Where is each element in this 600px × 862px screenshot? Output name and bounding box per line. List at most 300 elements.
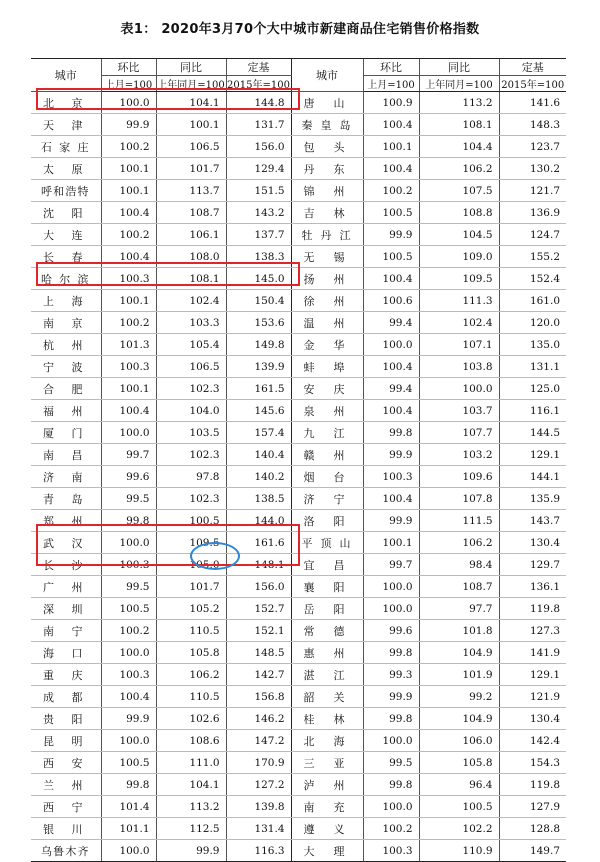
yoy-value-left: 104.0 xyxy=(156,400,226,422)
base-value-right: 155.2 xyxy=(499,246,566,268)
city-name-left: 广 州 xyxy=(31,576,101,598)
mom-value-right: 99.8 xyxy=(363,774,419,796)
base-value-left: 148.5 xyxy=(226,642,291,664)
city-name-left: 长 春 xyxy=(31,246,101,268)
yoy-value-left: 110.5 xyxy=(156,620,226,642)
base-value-right: 144.1 xyxy=(499,466,566,488)
yoy-value-left: 111.0 xyxy=(156,752,226,774)
mom-value-right: 100.4 xyxy=(363,114,419,136)
city-name-left: 昆 明 xyxy=(31,730,101,752)
base-value-left: 131.4 xyxy=(226,818,291,840)
city-name-right: 大 理 xyxy=(291,840,363,862)
base-value-right: 127.9 xyxy=(499,796,566,818)
mom-value-left: 100.0 xyxy=(101,730,156,752)
mom-value-left: 99.5 xyxy=(101,488,156,510)
table-row xyxy=(31,334,566,356)
yoy-value-left: 113.2 xyxy=(156,796,226,818)
base-value-left: 139.9 xyxy=(226,356,291,378)
mom-value-right: 99.3 xyxy=(363,664,419,686)
mom-value-left: 99.6 xyxy=(101,466,156,488)
mom-value-left: 100.0 xyxy=(101,532,156,554)
yoy-value-right: 111.3 xyxy=(419,290,499,312)
table-row xyxy=(31,444,566,466)
base-value-right: 148.3 xyxy=(499,114,566,136)
city-name-left: 太 原 xyxy=(31,158,101,180)
yoy-value-right: 96.4 xyxy=(419,774,499,796)
mom-value-right: 99.5 xyxy=(363,752,419,774)
yoy-value-right: 103.2 xyxy=(419,444,499,466)
city-name-right: 牡丹江 xyxy=(291,224,363,246)
city-name-left: 银 川 xyxy=(31,818,101,840)
mom-value-left: 100.0 xyxy=(101,642,156,664)
city-name-left: 上 海 xyxy=(31,290,101,312)
city-name-right: 惠 州 xyxy=(291,642,363,664)
yoy-value-left: 100.5 xyxy=(156,510,226,532)
base-value-right: 129.1 xyxy=(499,664,566,686)
city-name-right: 包 头 xyxy=(291,136,363,158)
base-value-left: 137.7 xyxy=(226,224,291,246)
base-value-right: 154.3 xyxy=(499,752,566,774)
mom-value-right: 99.4 xyxy=(363,378,419,400)
city-name-left: 郑 州 xyxy=(31,510,101,532)
base-value-right: 129.1 xyxy=(499,444,566,466)
base-value-left: 145.6 xyxy=(226,400,291,422)
city-name-right: 泸 州 xyxy=(291,774,363,796)
base-value-right: 141.6 xyxy=(499,92,566,114)
yoy-value-left: 106.5 xyxy=(156,136,226,158)
yoy-value-right: 104.9 xyxy=(419,708,499,730)
header-mom-right: 环比 xyxy=(363,59,419,76)
mom-value-left: 99.7 xyxy=(101,444,156,466)
mom-value-right: 100.0 xyxy=(363,598,419,620)
city-name-left: 厦 门 xyxy=(31,422,101,444)
base-value-right: 116.1 xyxy=(499,400,566,422)
mom-value-left: 99.8 xyxy=(101,510,156,532)
city-name-left: 贵 阳 xyxy=(31,708,101,730)
base-value-right: 143.7 xyxy=(499,510,566,532)
base-value-right: 128.8 xyxy=(499,818,566,840)
yoy-value-right: 102.2 xyxy=(419,818,499,840)
table-row xyxy=(31,312,566,334)
base-value-right: 135.0 xyxy=(499,334,566,356)
table-row xyxy=(31,642,566,664)
base-value-left: 153.6 xyxy=(226,312,291,334)
base-value-right: 119.8 xyxy=(499,598,566,620)
yoy-value-left: 103.5 xyxy=(156,422,226,444)
mom-value-right: 100.4 xyxy=(363,400,419,422)
table-row xyxy=(31,708,566,730)
mom-value-right: 99.6 xyxy=(363,620,419,642)
city-name-right: 三 亚 xyxy=(291,752,363,774)
mom-value-right: 100.4 xyxy=(363,356,419,378)
table-row xyxy=(31,136,566,158)
mom-value-right: 100.0 xyxy=(363,796,419,818)
yoy-value-right: 106.2 xyxy=(419,158,499,180)
base-value-right: 120.0 xyxy=(499,312,566,334)
base-value-left: 149.8 xyxy=(226,334,291,356)
yoy-value-right: 106.2 xyxy=(419,532,499,554)
table-row xyxy=(31,158,566,180)
yoy-value-right: 104.4 xyxy=(419,136,499,158)
yoy-value-right: 107.5 xyxy=(419,180,499,202)
mom-value-left: 99.5 xyxy=(101,576,156,598)
yoy-value-right: 102.4 xyxy=(419,312,499,334)
city-name-right: 桂 林 xyxy=(291,708,363,730)
base-value-right: 123.7 xyxy=(499,136,566,158)
mom-value-left: 100.2 xyxy=(101,136,156,158)
base-value-right: 142.4 xyxy=(499,730,566,752)
mom-value-right: 99.7 xyxy=(363,554,419,576)
yoy-value-left: 109.5 xyxy=(156,532,226,554)
yoy-value-right: 107.7 xyxy=(419,422,499,444)
yoy-value-left: 97.8 xyxy=(156,466,226,488)
mom-value-right: 100.2 xyxy=(363,818,419,840)
city-name-left: 大 连 xyxy=(31,224,101,246)
city-name-right: 遵 义 xyxy=(291,818,363,840)
yoy-value-right: 111.5 xyxy=(419,510,499,532)
yoy-value-left: 105.2 xyxy=(156,598,226,620)
table-row xyxy=(31,180,566,202)
city-name-right: 徐 州 xyxy=(291,290,363,312)
table-row xyxy=(31,774,566,796)
yoy-value-left: 102.3 xyxy=(156,488,226,510)
table-row xyxy=(31,356,566,378)
mom-value-right: 99.9 xyxy=(363,224,419,246)
yoy-value-left: 106.2 xyxy=(156,664,226,686)
mom-value-right: 100.1 xyxy=(363,136,419,158)
table-row xyxy=(31,664,566,686)
yoy-value-left: 103.3 xyxy=(156,312,226,334)
header-mom-sub-left: 上月=100 xyxy=(101,76,156,92)
city-name-left: 深 圳 xyxy=(31,598,101,620)
base-value-right: 129.7 xyxy=(499,554,566,576)
city-name-right: 岳 阳 xyxy=(291,598,363,620)
base-value-left: 129.4 xyxy=(226,158,291,180)
yoy-value-left: 105.0 xyxy=(156,554,226,576)
yoy-value-right: 107.1 xyxy=(419,334,499,356)
yoy-value-right: 101.9 xyxy=(419,664,499,686)
base-value-right: 135.9 xyxy=(499,488,566,510)
yoy-value-left: 106.5 xyxy=(156,356,226,378)
city-name-left: 合 肥 xyxy=(31,378,101,400)
base-value-left: 152.7 xyxy=(226,598,291,620)
mom-value-left: 100.3 xyxy=(101,356,156,378)
table-row xyxy=(31,202,566,224)
mom-value-left: 100.1 xyxy=(101,290,156,312)
table-row xyxy=(31,686,566,708)
mom-value-right: 99.9 xyxy=(363,686,419,708)
header-yoy-right: 同比 xyxy=(419,59,499,76)
mom-value-right: 100.9 xyxy=(363,92,419,114)
city-name-right: 平顶山 xyxy=(291,532,363,554)
city-name-right: 襄 阳 xyxy=(291,576,363,598)
mom-value-right: 100.2 xyxy=(363,180,419,202)
base-value-left: 140.4 xyxy=(226,444,291,466)
header-base-sub-left: 2015年=100 xyxy=(226,76,291,92)
base-value-left: 116.3 xyxy=(226,840,291,862)
mom-value-left: 100.3 xyxy=(101,554,156,576)
yoy-value-left: 100.1 xyxy=(156,114,226,136)
table-row xyxy=(31,114,566,136)
city-name-left: 哈尔滨 xyxy=(31,268,101,290)
base-value-right: 161.0 xyxy=(499,290,566,312)
base-value-right: 144.5 xyxy=(499,422,566,444)
city-name-left: 武 汉 xyxy=(31,532,101,554)
base-value-left: 138.3 xyxy=(226,246,291,268)
city-name-left: 呼和浩特 xyxy=(31,180,101,202)
city-name-right: 蚌 埠 xyxy=(291,356,363,378)
mom-value-left: 100.2 xyxy=(101,620,156,642)
city-name-right: 北 海 xyxy=(291,730,363,752)
mom-value-right: 100.1 xyxy=(363,532,419,554)
city-name-left: 青 岛 xyxy=(31,488,101,510)
city-name-left: 西 安 xyxy=(31,752,101,774)
yoy-value-left: 102.6 xyxy=(156,708,226,730)
city-name-left: 北 京 xyxy=(31,92,101,114)
city-name-right: 秦皇岛 xyxy=(291,114,363,136)
base-value-left: 131.7 xyxy=(226,114,291,136)
yoy-value-right: 108.7 xyxy=(419,576,499,598)
table-row xyxy=(31,752,566,774)
city-name-left: 杭 州 xyxy=(31,334,101,356)
mom-value-right: 99.8 xyxy=(363,708,419,730)
yoy-value-right: 108.8 xyxy=(419,202,499,224)
mom-value-right: 100.5 xyxy=(363,202,419,224)
mom-value-right: 99.8 xyxy=(363,422,419,444)
yoy-value-right: 98.4 xyxy=(419,554,499,576)
yoy-value-right: 99.2 xyxy=(419,686,499,708)
base-value-left: 144.0 xyxy=(226,510,291,532)
city-name-left: 乌鲁木齐 xyxy=(31,840,101,862)
base-value-right: 136.9 xyxy=(499,202,566,224)
mom-value-right: 99.4 xyxy=(363,312,419,334)
city-name-right: 温 州 xyxy=(291,312,363,334)
base-value-right: 124.7 xyxy=(499,224,566,246)
table-row xyxy=(31,730,566,752)
header-mom-sub-right: 上月=100 xyxy=(363,76,419,92)
table-row xyxy=(31,598,566,620)
base-value-left: 148.1 xyxy=(226,554,291,576)
mom-value-right: 100.4 xyxy=(363,488,419,510)
table-row xyxy=(31,554,566,576)
table-row xyxy=(31,532,566,554)
mom-value-left: 100.4 xyxy=(101,686,156,708)
yoy-value-right: 113.2 xyxy=(419,92,499,114)
yoy-value-left: 101.7 xyxy=(156,576,226,598)
yoy-value-left: 108.6 xyxy=(156,730,226,752)
mom-value-left: 100.1 xyxy=(101,180,156,202)
base-value-left: 142.7 xyxy=(226,664,291,686)
yoy-value-left: 99.9 xyxy=(156,840,226,862)
base-value-left: 156.0 xyxy=(226,136,291,158)
mom-value-left: 100.3 xyxy=(101,664,156,686)
yoy-value-right: 104.5 xyxy=(419,224,499,246)
header-base-left: 定基 xyxy=(226,59,291,76)
mom-value-right: 100.0 xyxy=(363,576,419,598)
mom-value-right: 100.6 xyxy=(363,290,419,312)
mom-value-left: 100.4 xyxy=(101,400,156,422)
mom-value-right: 99.8 xyxy=(363,642,419,664)
table-row xyxy=(31,488,566,510)
table-title: 表1： 2020年3月70个大中城市新建商品住宅销售价格指数 xyxy=(120,22,480,37)
mom-value-right: 99.9 xyxy=(363,444,419,466)
mom-value-right: 100.4 xyxy=(363,158,419,180)
mom-value-left: 100.4 xyxy=(101,246,156,268)
base-value-left: 127.2 xyxy=(226,774,291,796)
base-value-left: 146.2 xyxy=(226,708,291,730)
mom-value-left: 101.4 xyxy=(101,796,156,818)
base-value-left: 156.8 xyxy=(226,686,291,708)
yoy-value-left: 113.7 xyxy=(156,180,226,202)
yoy-value-right: 103.8 xyxy=(419,356,499,378)
base-value-right: 127.3 xyxy=(499,620,566,642)
base-value-left: 147.2 xyxy=(226,730,291,752)
city-name-left: 天 津 xyxy=(31,114,101,136)
mom-value-right: 100.5 xyxy=(363,246,419,268)
yoy-value-left: 102.3 xyxy=(156,378,226,400)
yoy-value-left: 106.1 xyxy=(156,224,226,246)
base-value-right: 121.7 xyxy=(499,180,566,202)
base-value-left: 170.9 xyxy=(226,752,291,774)
header-yoy-sub-left: 上年同月=100 xyxy=(156,76,226,92)
city-name-left: 宁 波 xyxy=(31,356,101,378)
yoy-value-left: 104.1 xyxy=(156,92,226,114)
city-name-right: 泉 州 xyxy=(291,400,363,422)
yoy-value-right: 106.0 xyxy=(419,730,499,752)
city-name-left: 石家庄 xyxy=(31,136,101,158)
city-name-right: 宜 昌 xyxy=(291,554,363,576)
yoy-value-left: 108.7 xyxy=(156,202,226,224)
city-name-right: 无 锡 xyxy=(291,246,363,268)
base-value-left: 156.0 xyxy=(226,576,291,598)
base-value-left: 139.8 xyxy=(226,796,291,818)
yoy-value-right: 103.7 xyxy=(419,400,499,422)
base-value-right: 131.1 xyxy=(499,356,566,378)
mom-value-left: 101.1 xyxy=(101,818,156,840)
base-value-right: 141.9 xyxy=(499,642,566,664)
city-name-left: 南 京 xyxy=(31,312,101,334)
yoy-value-right: 109.6 xyxy=(419,466,499,488)
base-value-left: 151.5 xyxy=(226,180,291,202)
mom-value-left: 100.2 xyxy=(101,312,156,334)
header-yoy-left: 同比 xyxy=(156,59,226,76)
table-row xyxy=(31,840,566,862)
mom-value-right: 100.0 xyxy=(363,730,419,752)
table-row xyxy=(31,268,566,290)
city-name-right: 扬 州 xyxy=(291,268,363,290)
city-name-left: 海 口 xyxy=(31,642,101,664)
city-name-left: 长 沙 xyxy=(31,554,101,576)
yoy-value-left: 102.4 xyxy=(156,290,226,312)
mom-value-left: 100.3 xyxy=(101,268,156,290)
yoy-value-left: 101.7 xyxy=(156,158,226,180)
header-base-sub-right: 2015年=100 xyxy=(499,76,566,92)
city-name-right: 赣 州 xyxy=(291,444,363,466)
mom-value-right: 100.4 xyxy=(363,268,419,290)
base-value-left: 138.5 xyxy=(226,488,291,510)
table-row xyxy=(31,246,566,268)
city-name-left: 南 昌 xyxy=(31,444,101,466)
base-value-right: 152.4 xyxy=(499,268,566,290)
base-value-right: 119.8 xyxy=(499,774,566,796)
header-city-left: 城市 xyxy=(31,59,101,92)
yoy-value-left: 108.1 xyxy=(156,268,226,290)
header-city-right: 城市 xyxy=(291,59,363,92)
yoy-value-right: 100.5 xyxy=(419,796,499,818)
table-row xyxy=(31,290,566,312)
header-mom-left: 环比 xyxy=(101,59,156,76)
base-value-left: 143.2 xyxy=(226,202,291,224)
city-name-right: 洛 阳 xyxy=(291,510,363,532)
mom-value-left: 100.5 xyxy=(101,598,156,620)
yoy-value-right: 100.0 xyxy=(419,378,499,400)
city-name-right: 锦 州 xyxy=(291,180,363,202)
base-value-left: 152.1 xyxy=(226,620,291,642)
city-name-right: 唐 山 xyxy=(291,92,363,114)
city-name-left: 西 宁 xyxy=(31,796,101,818)
city-name-left: 兰 州 xyxy=(31,774,101,796)
mom-value-left: 100.0 xyxy=(101,422,156,444)
table-row xyxy=(31,576,566,598)
yoy-value-left: 110.5 xyxy=(156,686,226,708)
mom-value-right: 100.3 xyxy=(363,840,419,862)
yoy-value-left: 104.1 xyxy=(156,774,226,796)
base-value-left: 161.5 xyxy=(226,378,291,400)
mom-value-left: 99.9 xyxy=(101,708,156,730)
mom-value-right: 99.9 xyxy=(363,510,419,532)
yoy-value-left: 108.0 xyxy=(156,246,226,268)
mom-value-left: 100.1 xyxy=(101,378,156,400)
base-value-left: 144.8 xyxy=(226,92,291,114)
mom-value-left: 99.9 xyxy=(101,114,156,136)
table-row xyxy=(31,466,566,488)
base-value-left: 150.4 xyxy=(226,290,291,312)
mom-value-right: 100.0 xyxy=(363,334,419,356)
yoy-value-right: 108.1 xyxy=(419,114,499,136)
mom-value-left: 100.4 xyxy=(101,202,156,224)
table-row xyxy=(31,510,566,532)
city-name-right: 安 庆 xyxy=(291,378,363,400)
city-name-right: 韶 关 xyxy=(291,686,363,708)
city-name-left: 重 庆 xyxy=(31,664,101,686)
header-base-right: 定基 xyxy=(499,59,566,76)
header-yoy-sub-right: 上年同月=100 xyxy=(419,76,499,92)
mom-value-left: 100.2 xyxy=(101,224,156,246)
base-value-left: 140.2 xyxy=(226,466,291,488)
yoy-value-right: 110.9 xyxy=(419,840,499,862)
city-name-right: 金 华 xyxy=(291,334,363,356)
yoy-value-right: 97.7 xyxy=(419,598,499,620)
city-name-right: 济 宁 xyxy=(291,488,363,510)
mom-value-left: 100.0 xyxy=(101,92,156,114)
yoy-value-left: 112.5 xyxy=(156,818,226,840)
yoy-value-left: 105.8 xyxy=(156,642,226,664)
table-row xyxy=(31,400,566,422)
mom-value-left: 100.1 xyxy=(101,158,156,180)
mom-value-left: 99.8 xyxy=(101,774,156,796)
city-name-left: 沈 阳 xyxy=(31,202,101,224)
yoy-value-right: 104.9 xyxy=(419,642,499,664)
base-value-right: 130.2 xyxy=(499,158,566,180)
city-name-right: 湛 江 xyxy=(291,664,363,686)
mom-value-left: 100.5 xyxy=(101,752,156,774)
table-row xyxy=(31,422,566,444)
base-value-right: 149.7 xyxy=(499,840,566,862)
city-name-left: 成 都 xyxy=(31,686,101,708)
yoy-value-right: 107.8 xyxy=(419,488,499,510)
price-index-table xyxy=(31,58,566,862)
yoy-value-right: 105.8 xyxy=(419,752,499,774)
